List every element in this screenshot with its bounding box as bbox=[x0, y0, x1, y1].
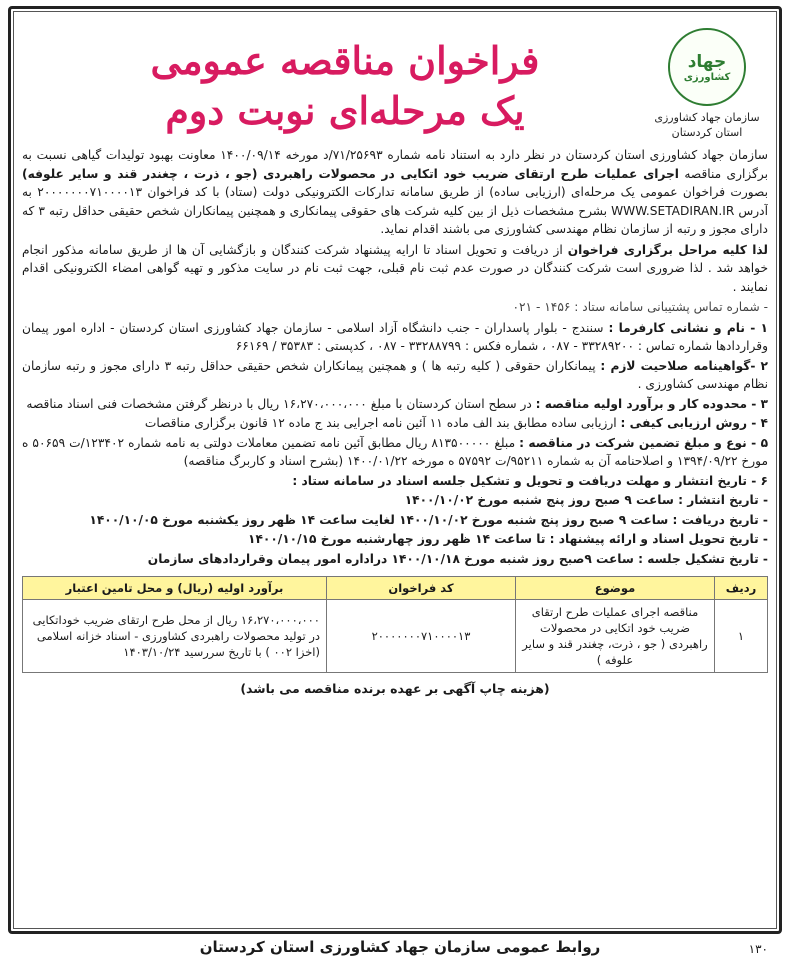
date-item: - تاریخ دریافت : ساعت ۹ صبح روز پنج شنبه مورخ ۱۴۰۰/۱۰/۰۲ لغایت ساعت ۱۴ ظهر روز یکشنبه مورخ ۱۴۰۰/۱۰/۰۵ bbox=[89, 512, 768, 527]
item-text: مبلغ ۸۱۳۵۰۰۰۰۰ ریال مطابق آئین نامه تضمین معاملات دولتی به نامه شماره ۱۲۳۴۰۲/ت ۵۰۶۵۹ ه مورخ ۱۳۹۴/۰۹/۲۲ و اصلاحنامه آن به شماره ۹۵۲۱۱/ت ۵۷۵۹۲ ه مورخه ۱۴۰۰/۰۱/۲۲ (بشرح اسناد و کاربرگ مناقصه) bbox=[22, 435, 768, 468]
support-phone: - شماره تماس پشتیبانی سامانه ستاد : ۱۴۵۶ - ۰۲۱ bbox=[512, 300, 768, 314]
item-head: ۳ - محدوده کار و برآورد اولیه مناقصه : bbox=[535, 396, 768, 411]
logo-text-2: کشاورزی bbox=[683, 71, 731, 83]
intro-text: سازمان جهاد کشاورزی استان کردستان در نظر دارد به استناد نامه شماره ۷۱/۲۵۶۹۳/د مورخه ۱۴۰۰/۰۹/۱۴ معاونت بهبود تولیدات گیاهی نسبت به برگزاری مناقصه bbox=[22, 148, 768, 181]
org-logo-icon bbox=[668, 28, 746, 106]
dates-list bbox=[22, 491, 768, 568]
items-list bbox=[22, 319, 768, 491]
item-text: پیمانکاران حقوقی ( کلیه رتبه ها ) و همچنین پیمانکاران شخص حقیقی حداقل رتبه ۳ دارای مجوز و رتبه سازمان نظام مهندسی کشاورزی . bbox=[22, 358, 768, 391]
item-head: ۶ - تاریخ انتشار و مهلت دریافت و تحویل و تشکیل جلسه اسناد در سامانه ستاد : bbox=[292, 473, 768, 488]
procedure-text: از دریافت و تحویل اسناد تا ارایه پیشنهاد شرکت کنندگان و بازگشایی آن ها از طریق سامانه مذکور انجام خواهد شد . لذا ضروری است شرکت کنندگان در صورت عدم ثبت نام قبلی، جهت ثبت نام در سایت مذکور و تهیه گواهی امضاء الکترونیکی اقدام نمایند . bbox=[22, 242, 768, 294]
row-budget: ۱۶،۲۷۰،۰۰۰،۰۰۰ ریال از محل طرح ارتقای ضریب خوداتکایی در تولید محصولات راهبردی کشاورزی - اسناد خزانه اسلامی (اخزا ۰۰۲ ) با تاریخ سررسید ۱۴۰۳/۱۰/۲۴ bbox=[23, 600, 327, 673]
item-head: ۱ - نام و نشانی کارفرما : bbox=[608, 320, 768, 335]
date-item: - تاریخ تحویل اسناد و ارائه پیشنهاد : تا ساعت ۱۴ ظهر روز چهارشنبه مورخ ۱۴۰۰/۱۰/۱۵ bbox=[248, 532, 768, 546]
intro-text-rest: بصورت فراخوان عمومی یک مرحله‌ای (ارزیابی ساده) از طریق سامانه تدارکات الکترونیکی دولت (ستاد) با کد فراخوان ۲۰۰۰۰۰۰۰۷۱۰۰۰۰۱۳ به آدرس WWW.SETADIRAN.IR بشرح مشخصات ذیل از بین کلیه شرکت های حقوقی پیمانکاری و همچنین پیمانکاران شخص حقیقی حداقل رتبه ۳ که دارای مجوز و رتبه از سازمان نظام مهندسی کشاورزی می باشند اقدام نماید. bbox=[22, 185, 768, 236]
intro-paragraph bbox=[22, 146, 768, 239]
header-cell: کد فراخوان bbox=[327, 577, 516, 600]
notice-content bbox=[22, 14, 768, 926]
tender-table bbox=[22, 576, 768, 673]
page-number: ۱۳۰ bbox=[748, 942, 768, 956]
header-cell: ردیف bbox=[715, 577, 768, 600]
list-item bbox=[22, 319, 768, 356]
org-caption-line1: سازمان جهاد کشاورزی bbox=[654, 111, 760, 124]
cost-note: (هزینه چاپ آگهی بر عهده برنده مناقصه می باشد) bbox=[240, 681, 550, 696]
header-cell: برآورد اولیه (ریال) و محل تامین اعتبار bbox=[23, 577, 327, 600]
title-line1: فراخوان مناقصه عمومی bbox=[150, 38, 540, 83]
list-item bbox=[22, 414, 768, 433]
item-text: در سطح استان کردستان با مبلغ ۱۶،۲۷۰،۰۰۰،۰۰۰ ریال با درنظر گرفتن مشخصات فنی اسناد مناقصه bbox=[26, 396, 532, 411]
page-title bbox=[62, 36, 628, 136]
intro-subject: اجرای عملیات طرح ارتقای ضریب خود اتکایی در محصولات راهبردی (جو ، ذرت ، چغندر قند و سایر علوفه) bbox=[22, 166, 679, 181]
date-item: - تاریخ انتشار : ساعت ۹ صبح روز پنج شنبه مورخ ۱۴۰۰/۱۰/۰۲ bbox=[404, 493, 768, 507]
list-item bbox=[22, 472, 768, 491]
item-head: ۲ -گواهینامه صلاحیت لازم : bbox=[600, 358, 768, 373]
org-caption bbox=[646, 110, 768, 140]
org-caption-line2: استان کردستان bbox=[671, 126, 743, 139]
logo-text-1: جهاد bbox=[687, 51, 727, 72]
list-item bbox=[22, 434, 768, 471]
row-subject: مناقصه اجرای عملیات طرح ارتقای ضریب خود اتکایی در محصولات راهبردی ( جو ، ذرت، چغندر قند و سایر علوفه ) bbox=[516, 600, 715, 673]
procedure-head: لذا کلیه مراحل برگزاری فراخوان bbox=[567, 242, 768, 257]
item-head: ۵ - نوع و مبلغ تضمین شرکت در مناقصه : bbox=[519, 435, 768, 450]
title-line2: یک مرحله‌ای نوبت دوم bbox=[165, 88, 525, 133]
row-index: ۱ bbox=[715, 600, 768, 673]
row-code: ۲۰۰۰۰۰۰۰۷۱۰۰۰۰۱۳ bbox=[327, 600, 516, 673]
table-header-row bbox=[23, 577, 768, 600]
list-item bbox=[22, 395, 768, 414]
date-item: - تاریخ تشکیل جلسه : ساعت ۹صبح روز شنبه مورخ ۱۴۰۰/۱۰/۱۸ دراداره امور پیمان وقراردادهای سازمان bbox=[147, 551, 768, 566]
item-head: ۴ - روش ارزیابی کیفی : bbox=[620, 416, 768, 430]
list-item bbox=[22, 357, 768, 394]
item-text: ارزیابی ساده مطابق بند الف ماده ۱۱ آئین نامه اجرایی بند ج ماده ۱۲ قانون برگزاری مناقصات bbox=[144, 416, 617, 430]
header-cell: موضوع bbox=[516, 577, 715, 600]
procedure-paragraph bbox=[22, 241, 768, 297]
header bbox=[22, 14, 768, 146]
table-row bbox=[23, 600, 768, 673]
item-text: سنندج - بلوار پاسداران - جنب دانشگاه آزاد اسلامی - سازمان جهاد کشاورزی استان کردستان - اداره امور پیمان وقراردادها شماره تماس : ۳۳۲۸۹۲۰۰ - ۰۸۷ ، شماره فکس : ۳۳۲۸۸۷۹۹ - ۰۸۷ ، کدپستی : ۳۵۳۸۳ / ۶۶۱۶۹ bbox=[22, 320, 768, 353]
footer-credit: روابط عمومی سازمان جهاد کشاورزی استان کردستان bbox=[199, 938, 601, 956]
